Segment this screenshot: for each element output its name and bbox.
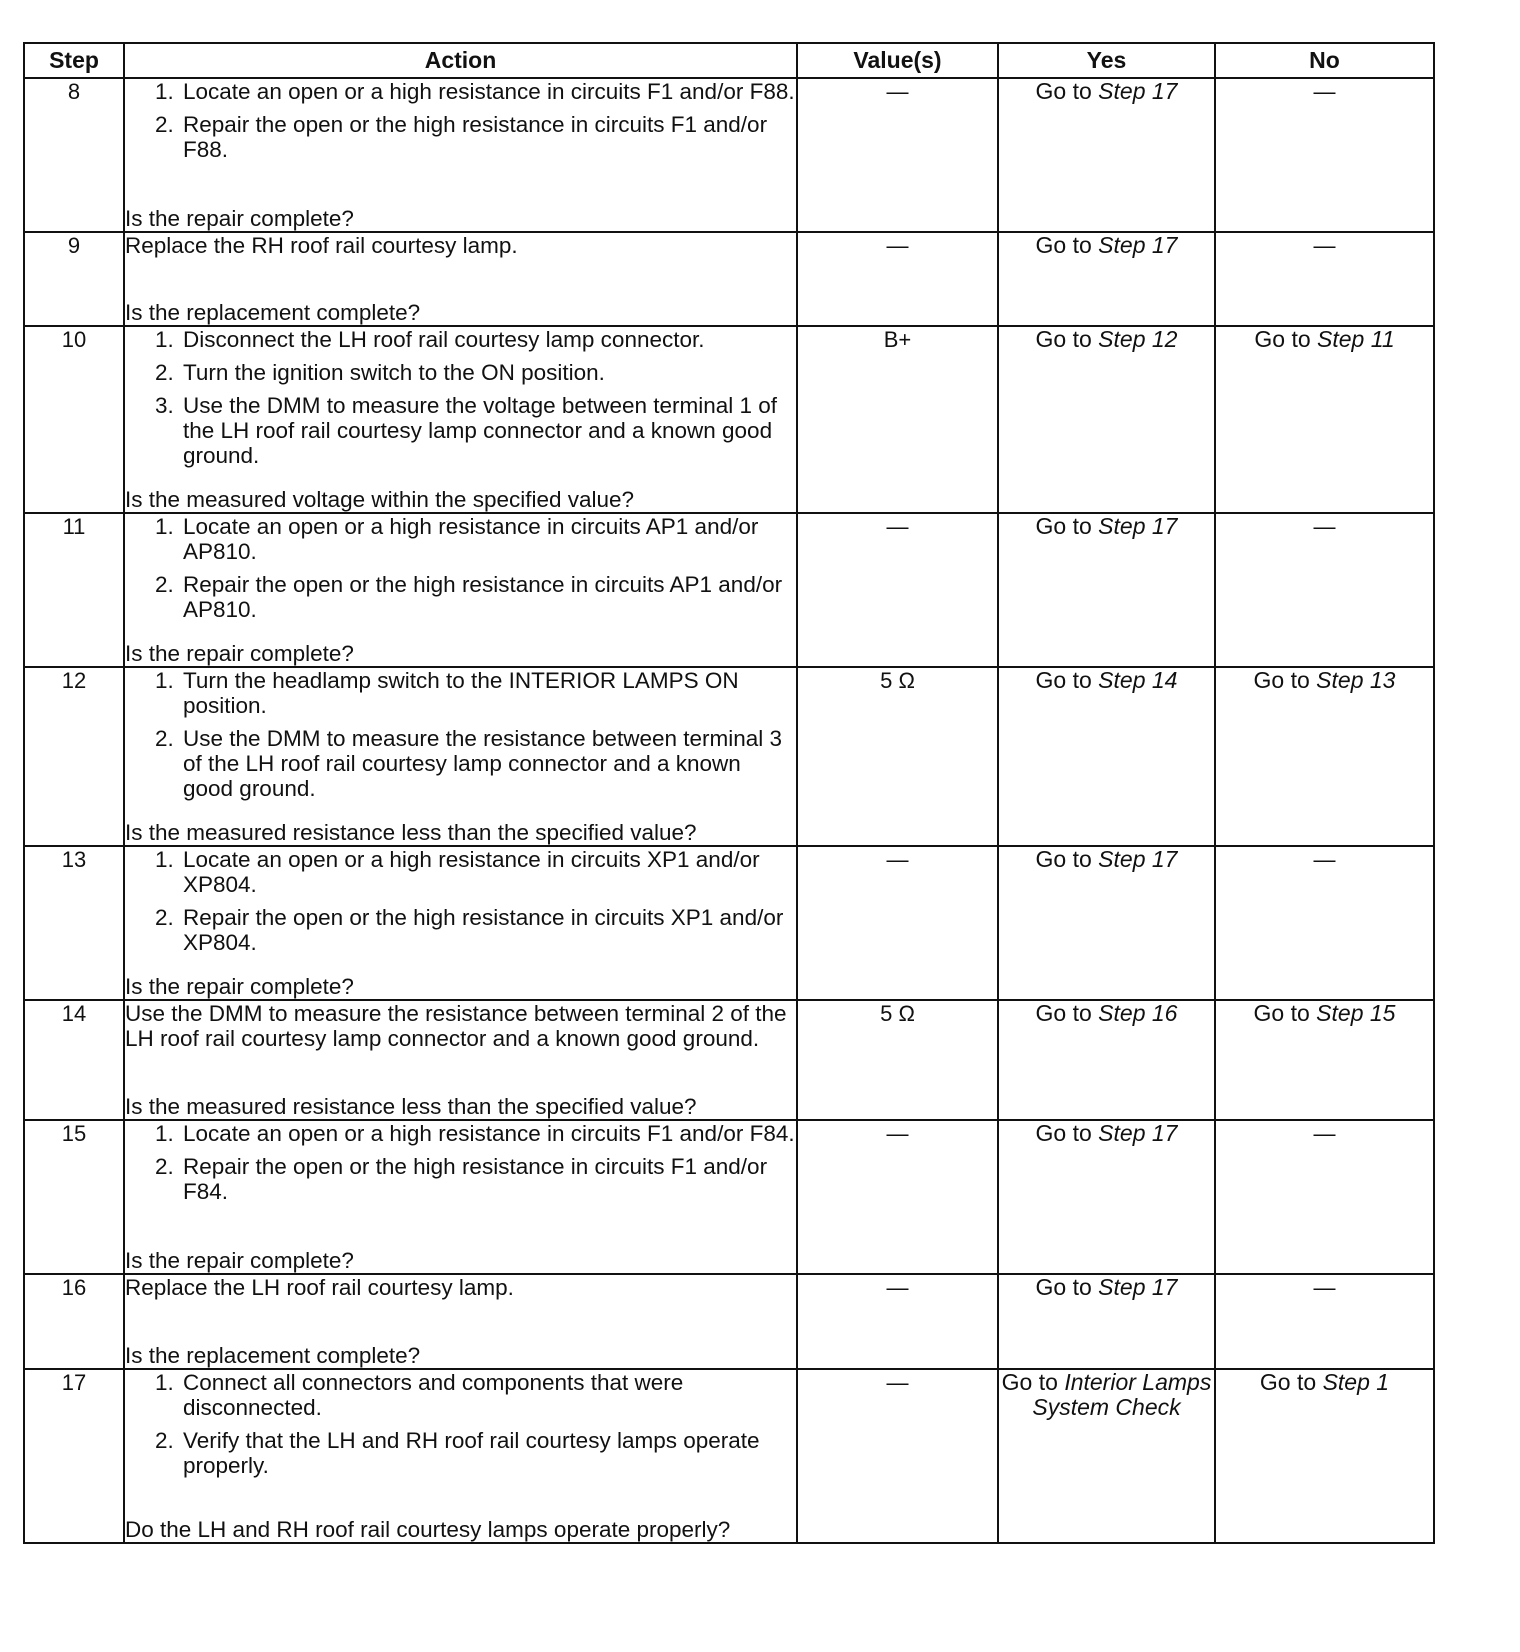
yes-cell [998, 1369, 1215, 1543]
yes-cell [998, 667, 1215, 846]
goto-prefix: Go to [1001, 1369, 1058, 1395]
step-number: 16 [24, 1274, 124, 1369]
table-row [24, 1120, 1434, 1274]
no-cell [1215, 1369, 1434, 1543]
substep: 2. Verify that the LH and RH roof rail courtesy lamps operate properly. [180, 1428, 796, 1478]
value-cell: 5 Ω [797, 667, 998, 846]
question: Do the LH and RH roof rail courtesy lamps operate properly? [125, 1517, 731, 1542]
goto-prefix: Go to [1035, 1274, 1092, 1300]
question: Is the measured resistance less than the specified value? [125, 1094, 697, 1119]
table-row [24, 846, 1434, 1000]
step-link[interactable]: Step 17 [1098, 78, 1178, 104]
substep: 1. Connect all connectors and components that were disconnected. [180, 1370, 796, 1420]
action-text: Use the DMM to measure the resistance between terminal 2 of the LH roof rail courtesy lamp connector and a known good ground. [125, 1001, 787, 1051]
header-yes: Yes [998, 43, 1215, 78]
step-link[interactable]: Step 17 [1098, 513, 1178, 539]
step-link[interactable]: Step 16 [1098, 1000, 1178, 1026]
yes-cell [998, 1000, 1215, 1120]
substep: 1. Locate an open or a high resistance in circuits AP1 and/or AP810. [180, 514, 796, 564]
diagnostic-table [23, 42, 1435, 1544]
action-cell [124, 1000, 797, 1120]
goto-prefix: Go to [1035, 513, 1092, 539]
yes-cell [998, 1120, 1215, 1274]
value-cell: B+ [797, 326, 998, 513]
yes-cell [998, 846, 1215, 1000]
value-cell: 5 Ω [797, 1000, 998, 1120]
table-row [24, 78, 1434, 232]
substep: 1. Locate an open or a high resistance in circuits F1 and/or F84. [180, 1121, 796, 1146]
yes-cell [998, 232, 1215, 326]
no-cell: — [1215, 78, 1434, 232]
action-cell [124, 326, 797, 513]
action-cell [124, 846, 797, 1000]
substep-list [125, 514, 796, 628]
step-number: 13 [24, 846, 124, 1000]
step-link[interactable]: Step 1 [1322, 1369, 1390, 1395]
goto-prefix: Go to [1035, 232, 1092, 258]
no-cell: — [1215, 1274, 1434, 1369]
system-check-link[interactable]: Interior Lamps System Check [1032, 1369, 1212, 1420]
action-text: Replace the LH roof rail courtesy lamp. [125, 1275, 514, 1300]
step-link[interactable]: Step 11 [1317, 326, 1395, 352]
substep: 1. Locate an open or a high resistance in circuits F1 and/or F88. [180, 79, 796, 104]
yes-cell [998, 1274, 1215, 1369]
no-cell: — [1215, 1120, 1434, 1274]
step-number: 11 [24, 513, 124, 667]
action-cell [124, 78, 797, 232]
substep: 2. Repair the open or the high resistance in circuits F1 and/or F88. [180, 112, 796, 162]
step-link[interactable]: Step 17 [1098, 1274, 1178, 1300]
substep: 2. Repair the open or the high resistance in circuits F1 and/or F84. [180, 1154, 796, 1204]
header-row [24, 43, 1434, 78]
step-link[interactable]: Step 17 [1098, 232, 1178, 258]
action-cell [124, 513, 797, 667]
value-cell: — [797, 846, 998, 1000]
step-number: 17 [24, 1369, 124, 1543]
step-link[interactable]: Step 17 [1098, 846, 1178, 872]
substep: 2. Turn the ignition switch to the ON position. [180, 360, 796, 385]
yes-cell [998, 78, 1215, 232]
substep-list [125, 668, 796, 807]
goto-prefix: Go to [1259, 1369, 1317, 1395]
question: Is the repair complete? [125, 641, 354, 666]
value-cell: — [797, 232, 998, 326]
value-cell: — [797, 1369, 998, 1543]
value-cell: — [797, 1120, 998, 1274]
yes-cell [998, 326, 1215, 513]
table-row [24, 1274, 1434, 1369]
goto-prefix: Go to [1253, 1000, 1310, 1026]
substep-list [125, 79, 796, 168]
action-text: Replace the RH roof rail courtesy lamp. [125, 233, 518, 258]
table-row [24, 326, 1434, 513]
no-cell [1215, 326, 1434, 513]
substep-list [125, 327, 796, 474]
no-cell [1215, 667, 1434, 846]
action-cell [124, 667, 797, 846]
no-cell: — [1215, 232, 1434, 326]
action-cell [124, 1120, 797, 1274]
substep-list [125, 1121, 796, 1210]
table-row [24, 667, 1434, 846]
step-link[interactable]: Step 17 [1098, 1120, 1178, 1146]
header-action: Action [124, 43, 797, 78]
step-number: 10 [24, 326, 124, 513]
step-link[interactable]: Step 13 [1316, 667, 1396, 693]
substep-list [125, 1370, 796, 1484]
goto-prefix: Go to [1035, 1000, 1092, 1026]
table-row [24, 232, 1434, 326]
value-cell: — [797, 78, 998, 232]
step-link[interactable]: Step 15 [1316, 1000, 1396, 1026]
value-cell: — [797, 1274, 998, 1369]
substep-list [125, 847, 796, 961]
substep: 2. Use the DMM to measure the resistance between terminal 3 of the LH roof rail courtesy lamp connector and a known good ground. [180, 726, 796, 801]
table-row [24, 1000, 1434, 1120]
yes-cell [998, 513, 1215, 667]
substep: 2. Repair the open or the high resistance in circuits AP1 and/or AP810. [180, 572, 796, 622]
substep: 1. Turn the headlamp switch to the INTERIOR LAMPS ON position. [180, 668, 796, 718]
header-no: No [1215, 43, 1434, 78]
value-cell: — [797, 513, 998, 667]
header-values: Value(s) [797, 43, 998, 78]
goto-prefix: Go to [1035, 326, 1092, 352]
goto-prefix: Go to [1253, 667, 1310, 693]
header-step: Step [24, 43, 124, 78]
question: Is the measured voltage within the specified value? [125, 487, 635, 512]
question: Is the repair complete? [125, 1248, 354, 1273]
step-number: 8 [24, 78, 124, 232]
step-link[interactable]: Step 14 [1098, 667, 1178, 693]
substep: 3. Use the DMM to measure the voltage between terminal 1 of the LH roof rail courtesy lamp connector and a known good ground. [180, 393, 796, 468]
no-cell: — [1215, 513, 1434, 667]
question: Is the measured resistance less than the specified value? [125, 820, 697, 845]
substep: 2. Repair the open or the high resistance in circuits XP1 and/or XP804. [180, 905, 796, 955]
question: Is the replacement complete? [125, 1343, 421, 1368]
no-cell: — [1215, 846, 1434, 1000]
action-cell [124, 1369, 797, 1543]
step-link[interactable]: Step 12 [1098, 326, 1178, 352]
goto-prefix: Go to [1035, 667, 1092, 693]
question: Is the replacement complete? [125, 300, 421, 325]
no-cell [1215, 1000, 1434, 1120]
substep: 1. Disconnect the LH roof rail courtesy lamp connector. [180, 327, 796, 352]
step-number: 14 [24, 1000, 124, 1120]
action-cell [124, 1274, 797, 1369]
table-row [24, 513, 1434, 667]
step-number: 9 [24, 232, 124, 326]
goto-prefix: Go to [1035, 846, 1092, 872]
step-number: 15 [24, 1120, 124, 1274]
question: Is the repair complete? [125, 206, 354, 231]
goto-prefix: Go to [1254, 326, 1311, 352]
action-cell [124, 232, 797, 326]
table-row [24, 1369, 1434, 1543]
step-number: 12 [24, 667, 124, 846]
substep: 1. Locate an open or a high resistance in circuits XP1 and/or XP804. [180, 847, 796, 897]
goto-prefix: Go to [1035, 1120, 1092, 1146]
question: Is the repair complete? [125, 974, 354, 999]
goto-prefix: Go to [1035, 78, 1092, 104]
